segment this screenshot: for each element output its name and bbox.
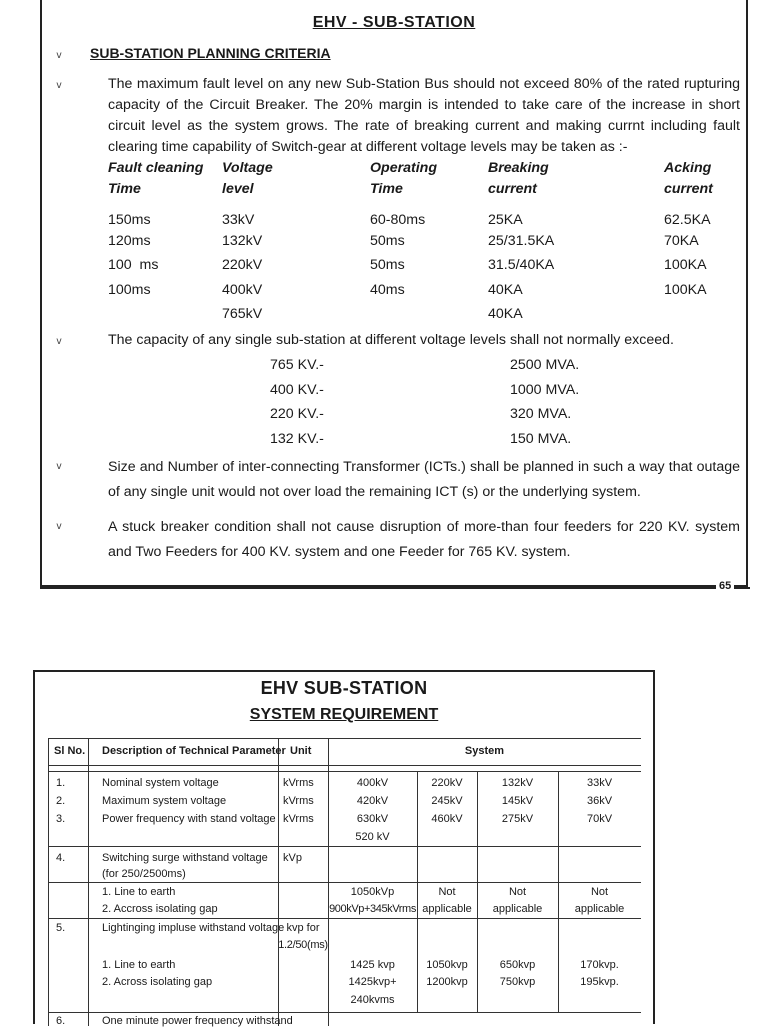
row-1-sl: 1.	[56, 777, 66, 789]
header-description: Description of Technical Parameter	[102, 745, 286, 757]
row-3-220kv: 460kV	[431, 813, 463, 825]
row-1-desc: Nominal system voltage	[102, 777, 219, 789]
row-3-sl: 3.	[56, 813, 66, 825]
bullet-icon: v	[56, 336, 63, 347]
page-65	[40, 0, 748, 587]
system-requirement-page	[33, 670, 655, 1027]
page-subtitle: SYSTEM REQUIREMENT	[249, 706, 439, 723]
cell: 100KA	[664, 257, 707, 273]
row-1-unit: kVrms	[283, 777, 314, 789]
capacity-voltage: 400 KV.-	[270, 382, 324, 398]
column-fault-time	[108, 158, 203, 200]
row-5-220kv-b: 1200kvp	[426, 976, 468, 988]
row-6-desc: One minute power frequency withstand	[102, 1015, 293, 1027]
page-title: EHV - SUB-STATION	[312, 14, 476, 31]
cell: 25KA	[488, 212, 523, 228]
header: Fault cleaning	[108, 160, 204, 176]
capacity-voltage: 132 KV.-	[270, 431, 324, 447]
row-4-desc-sub: (for 250/2500ms)	[102, 868, 186, 880]
capacity-mva: 320 MVA.	[510, 406, 572, 422]
row-4b-33kv-b: applicable	[574, 903, 625, 915]
rule	[48, 738, 49, 1026]
row-4-desc: Switching surge withstand voltage	[102, 852, 268, 864]
row-2-unit: kVrms	[283, 795, 314, 807]
row-5-isolating-gap: 2. Across isolating gap	[102, 976, 213, 988]
row-5-unit: kvp for	[286, 922, 320, 934]
column-acking-current	[664, 158, 713, 200]
header-unit: Unit	[290, 745, 312, 757]
header: Time	[370, 181, 403, 197]
row-4b-400kv-b: 900kVp+345kVrms	[329, 903, 416, 915]
rule	[48, 738, 641, 739]
cell: 40KA	[488, 282, 523, 298]
header-system: System	[464, 745, 505, 757]
rule	[48, 765, 641, 766]
cell: 100 ms	[108, 257, 159, 273]
header: current	[664, 181, 713, 197]
row-2-desc: Maximum system voltage	[102, 795, 227, 807]
row-2-sl: 2.	[56, 795, 66, 807]
header: level	[222, 181, 254, 197]
row-6-sl: 6.	[56, 1015, 66, 1027]
table-row	[108, 212, 151, 228]
row-4b-132kv-b: applicable	[492, 903, 543, 915]
row-5-unit-sub: 1.2/50(ms)	[278, 939, 328, 951]
ict-paragraph: Size and Number of inter-connecting Transformer (ICTs.) shall be planned in such a way that outage of any single unit would not over load the remaining ICT (s) or the underlying system.	[108, 459, 740, 500]
rule	[48, 771, 641, 772]
stuck-breaker-paragraph: A stuck breaker condition shall not cause disruption of more-than four feeders for 220 KV. system and Two Feeders for 400 KV. system and one Feeder for 765 KV. system.	[108, 519, 740, 560]
cell: 400kV	[222, 282, 263, 298]
cell: 33kV	[222, 212, 255, 228]
row-5-132kv-a: 650kvp	[499, 959, 536, 971]
column-breaking-current	[488, 158, 549, 200]
cell: 31.5/40KA	[488, 257, 555, 273]
row-3-400kv: 630kV	[356, 813, 389, 825]
header: Voltage	[222, 160, 273, 176]
row-3-desc: Power frequency with stand voltage	[102, 813, 276, 825]
row-5-33kv-b: 195kvp.	[580, 976, 619, 988]
row-4b-132kv-a: Not	[508, 886, 527, 898]
rule	[88, 738, 89, 1026]
cell: 40KA	[488, 306, 523, 322]
cell: 40ms	[370, 282, 405, 298]
row-4b-220kv-b: applicable	[422, 903, 472, 915]
capacity-voltage: 220 KV.-	[270, 406, 324, 422]
rule	[48, 846, 641, 847]
row-4b-400kv-a: 1050kVp	[350, 886, 395, 898]
row-2-220kv: 245kV	[431, 795, 463, 807]
row-4b-33kv-a: Not	[590, 886, 609, 898]
row-3-unit: kVrms	[283, 813, 314, 825]
fault-level-paragraph: The maximum fault level on any new Sub-Station Bus should not exceed 80% of the rated rupturing capacity of the Circuit Breaker. The 20% margin is intended to take care of the increase in short circuit level as the system grows. The rate of breaking current and making currnt including fault clearing time capability of Switch-gear at different voltage levels may be taken as :-	[108, 76, 740, 155]
cell: 70KA	[664, 233, 699, 249]
cell: 120ms	[108, 233, 151, 249]
row-5-line-earth: 1. Line to earth	[102, 959, 176, 971]
row-5-220kv-a: 1050kvp	[426, 959, 468, 971]
bullet-icon: v	[56, 521, 63, 532]
row-1-220kv: 220kV	[431, 777, 463, 789]
row-1-33kv: 33kV	[586, 777, 613, 789]
bullet-icon: v	[56, 50, 63, 61]
cell: 100ms	[108, 282, 151, 298]
row-2-33kv: 36kV	[586, 795, 613, 807]
row-1-400kv: 400kV	[356, 777, 389, 789]
capacity-voltage: 765 KV.-	[270, 357, 324, 373]
bullet-icon: v	[56, 461, 63, 472]
header: Operating	[370, 160, 438, 176]
row-4b-line-earth: 1. Line to earth	[102, 886, 176, 898]
row-5-33kv-a: 170kvp.	[580, 959, 619, 971]
row-3-400kv-extra: 520 kV	[355, 831, 390, 843]
header: current	[488, 181, 537, 197]
page-footer-rule	[40, 587, 750, 589]
row-3-33kv: 70kV	[586, 813, 613, 825]
cell: 25/31.5KA	[488, 233, 555, 249]
capacity-paragraph: The capacity of any single sub-station at different voltage levels shall not normally exceed.	[108, 332, 674, 348]
cell: 150ms	[108, 212, 151, 228]
header: Breaking	[488, 160, 549, 176]
header: Time	[108, 181, 141, 197]
cell: 100KA	[664, 282, 707, 298]
cell: 62.5KA	[664, 212, 711, 228]
row-4-unit: kVp	[283, 852, 302, 864]
row-4b-220kv-a: Not	[438, 886, 456, 898]
page-number: 65	[716, 580, 734, 592]
page-title: EHV SUB-STATION	[260, 678, 428, 698]
row-2-132kv: 145kV	[501, 795, 534, 807]
row-5-132kv-b: 750kvp	[499, 976, 536, 988]
capacity-mva: 150 MVA.	[510, 431, 572, 447]
row-2-400kv: 420kV	[356, 795, 389, 807]
row-3-132kv: 275kV	[501, 813, 534, 825]
row-1-132kv: 132kV	[501, 777, 534, 789]
header-sl: Sl No.	[54, 745, 86, 757]
row-5-400kv-a: 1425 kvp	[350, 959, 395, 971]
column-operating-time	[370, 158, 437, 200]
rule	[278, 738, 279, 1026]
cell: 50ms	[370, 233, 405, 249]
capacity-mva: 1000 MVA.	[510, 382, 580, 398]
cell: 765kV	[222, 306, 263, 322]
cell: 60-80ms	[370, 212, 426, 228]
cell: 220kV	[222, 257, 263, 273]
row-5-400kv-c: 240kvms	[350, 994, 395, 1006]
capacity-mva: 2500 MVA.	[510, 357, 580, 373]
cell: 50ms	[370, 257, 405, 273]
column-voltage	[222, 158, 273, 200]
cell: 132kV	[222, 233, 263, 249]
section-heading: SUB-STATION PLANNING CRITERIA	[90, 45, 331, 61]
bullet-icon: v	[56, 80, 63, 91]
row-5-sl: 5.	[56, 922, 66, 934]
row-5-400kv-b: 1425kvp+	[348, 976, 397, 988]
row-5-desc: Lightinging impluse withstand voltage	[102, 922, 285, 934]
row-4-sl: 4.	[56, 852, 66, 864]
header: Acking	[664, 160, 712, 176]
row-4b-isolating-gap: 2. Accross isolating gap	[102, 903, 218, 915]
